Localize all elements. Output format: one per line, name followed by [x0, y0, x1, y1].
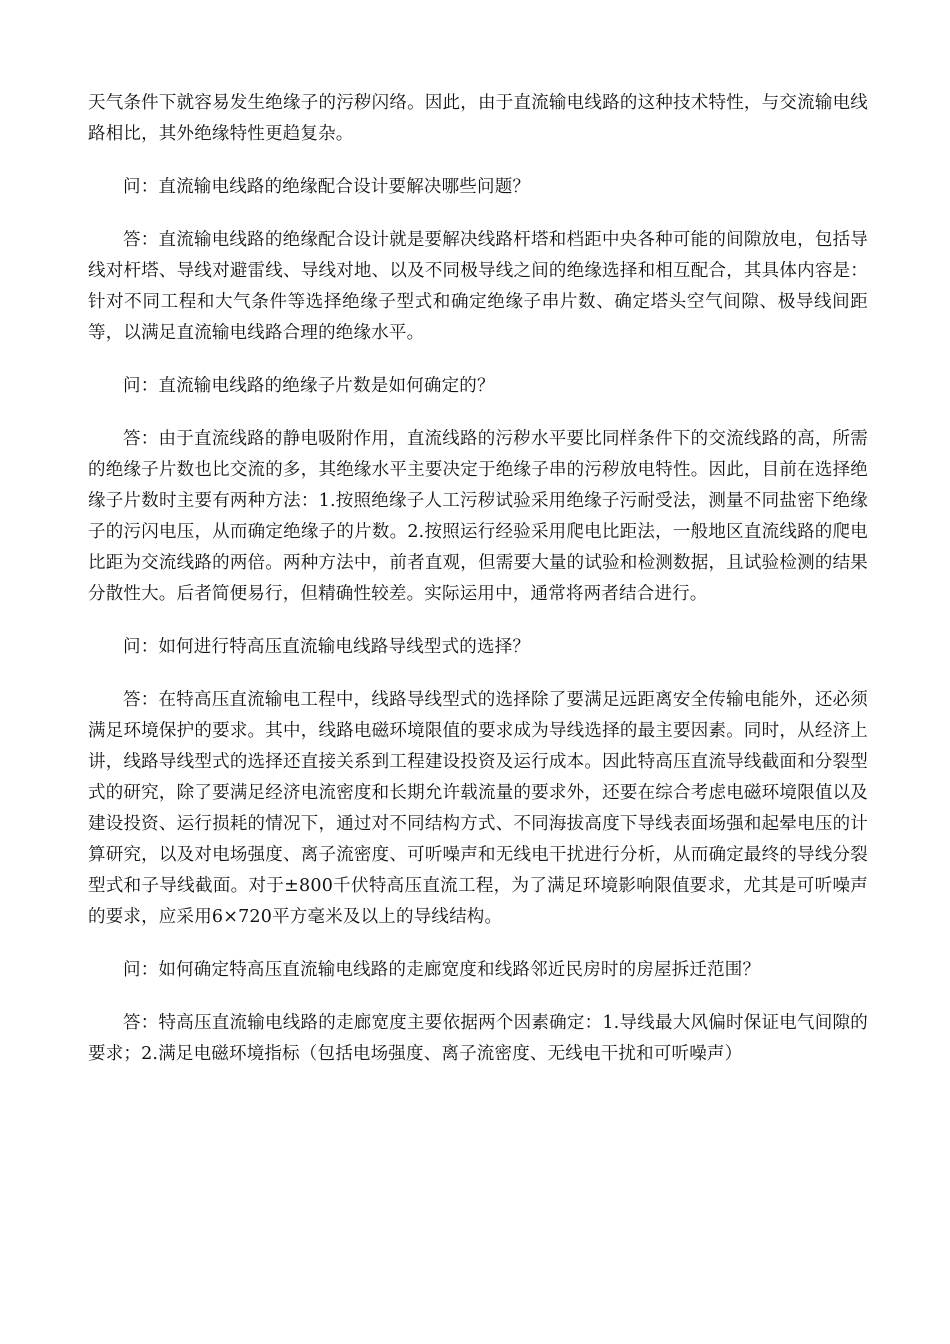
question-conductor-type: 问：如何进行特高压直流输电线路导线型式的选择？ — [123, 637, 531, 657]
answer-insulation-coordination: 答：直流输电线路的绝缘配合设计就是要解决线路杆塔和档距中央各种可能的间隙放电，包括导线对杆塔、导线对避雷线、导线对地、以及不同极导线之间的绝缘选择和相互配合，其具体内容是：针对不同工程和大气条件等选择绝缘子型式和确定绝缘子串片数、确定塔头空气间隙、极导线间距等，以满足直流输电线路合理的绝缘水平。 — [88, 230, 868, 343]
answer-insulator-count: 答：由于直流线路的静电吸附作用，直流线路的污秽水平要比同样条件下的交流线路的高，所需的绝缘子片数也比交流的多，其绝缘水平主要决定于绝缘子串的污秽放电特性。因此，目前在选择绝缘子片数时主要有两种方法：1.按照绝缘子人工污秽试验采用绝缘子污耐受法，测量不同盐密下绝缘子的污闪电压，从而确定绝缘子的片数。2.按照运行经验采用爬电比距法，一般地区直流线路的爬电比距为交流线路的两倍。两种方法中，前者直观，但需要大量的试验和检测数据，且试验检测的结果分散性大。后者简便易行，但精确性较差。实际运用中，通常将两者结合进行。 — [88, 429, 868, 604]
document-body — [88, 88, 868, 1092]
answer-conductor-type: 答：在特高压直流输电工程中，线路导线型式的选择除了要满足远距离安全传输电能外，还必须满足环境保护的要求。其中，线路电磁环境限值的要求成为导线选择的最主要因素。同时，从经济上讲，线路导线型式的选择还直接关系到工程建设投资及运行成本。因此特高压直流导线截面和分裂型式的研究，除了要满足经济电流密度和长期允许载流量的要求外，还要在综合考虑电磁环境限值以及建设投资、运行损耗的情况下，通过对不同结构方式、不同海拔高度下导线表面场强和起晕电压的计算研究，以及对电场强度、离子流密度、可听噪声和无线电干扰进行分析，从而确定最终的导线分裂型式和子导线截面。对于±800千伏特高压直流工程，为了满足环境影响限值要求，尤其是可听噪声的要求，应采用6×720平方毫米及以上的导线结构。 — [88, 690, 868, 927]
question-insulator-count: 问：直流输电线路的绝缘子片数是如何确定的？ — [123, 376, 495, 396]
question-corridor-width: 问：如何确定特高压直流输电线路的走廊宽度和线路邻近民房时的房屋拆迁范围？ — [123, 960, 761, 980]
answer-corridor-width: 答：特高压直流输电线路的走廊宽度主要依据两个因素确定：1.导线最大风偏时保证电气间隙的要求；2.满足电磁环境指标（包括电场强度、离子流密度、无线电干扰和可听噪声） — [88, 1013, 868, 1064]
question-insulation-coordination: 问：直流输电线路的绝缘配合设计要解决哪些问题？ — [123, 177, 531, 197]
paragraph-continuation: 天气条件下就容易发生绝缘子的污秽闪络。因此，由于直流输电线路的这种技术特性，与交流输电线路相比，其外绝缘特性更趋复杂。 — [88, 93, 868, 144]
